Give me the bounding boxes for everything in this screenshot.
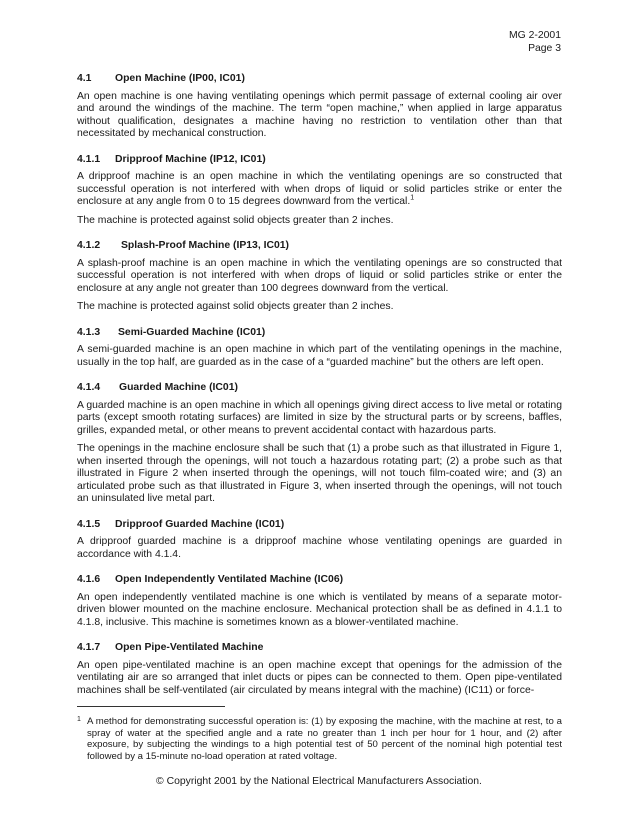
page-footer bbox=[0, 776, 638, 787]
section-title: Dripproof Guarded Machine (IC01) bbox=[115, 518, 285, 530]
paragraph bbox=[77, 171, 562, 209]
paragraph: An open independently ventilated machine is one which is ventilated by means of a separate motor-driven blower mounted on the machine enclosure. Mechanical protection shall be as defined in 4.1.1 to 4.1.8, inclusive. This machine is sometimes known as a blower-ventilated machine. bbox=[77, 591, 562, 628]
section-4-1-4 bbox=[77, 382, 562, 506]
footnote-mark: 1 bbox=[77, 716, 81, 723]
section-number: 4.1.5 bbox=[77, 518, 101, 530]
section-title: Semi-Guarded Machine (IC01) bbox=[118, 326, 266, 338]
section-heading bbox=[77, 519, 562, 532]
section-number: 4.1.2 bbox=[77, 240, 101, 251]
paragraph: The machine is protected against solid objects greater than 2 inches. bbox=[77, 214, 394, 226]
footnote bbox=[77, 714, 562, 763]
paragraph: A splash-proof machine is an open machine in which the ventilating openings are so constructed that successful operation is not interfered with when drops of liquid or solid particles strike or enter the enclosure at any angle not greater than 100 degrees downward from the vertical. bbox=[77, 257, 562, 294]
section-4-1-1 bbox=[77, 154, 562, 228]
paragraph: The machine is protected against solid objects greater than 2 inches. bbox=[77, 301, 394, 312]
section-number: 4.1.4 bbox=[77, 382, 101, 393]
paragraph-text: A dripproof machine is an open machine in which the ventilating openings are so constructed that successful operation is not interfered with when drops of liquid or solid particles strike or enter the enclosure at any angle from 0 to 15 degrees downward from the vertical. bbox=[77, 171, 562, 207]
footnote-text: A method for demonstrating successful operation is: (1) by exposing the machine, with the machine at rest, to a spray of water at the specified angle and a rate no greater than 1 inch per hour for 1 hour, and (2) after exposure, by subjecting the windings to a high potential test of 50 percent of the nominal high potential test followed by a 15-minute no-load operation at rated voltage. bbox=[87, 716, 562, 763]
section-title: Open Pipe-Ventilated Machine bbox=[115, 642, 264, 653]
section-heading bbox=[77, 73, 562, 86]
page-number: Page 3 bbox=[528, 42, 561, 54]
footnote-reference[interactable]: 1 bbox=[410, 194, 415, 202]
paragraph: A dripproof guarded machine is a dripproof machine whose ventilating openings are guarded in accordance with 4.1.4. bbox=[77, 536, 562, 560]
section-title: Open Independently Ventilated Machine (IC06) bbox=[115, 574, 344, 585]
section-title: Open Machine (IP00, IC01) bbox=[115, 73, 245, 84]
document-id: MG 2-2001 bbox=[509, 30, 561, 41]
section-title: Guarded Machine (IC01) bbox=[119, 382, 238, 393]
document-body bbox=[77, 73, 562, 710]
section-number: 4.1.1 bbox=[77, 153, 101, 165]
paragraph: An open pipe-ventilated machine is an open machine except that openings for the admission of the ventilating air are so arranged that inlet ducts or pipes can be connected to them. Open pipe-ventilated machines shall be self-ventilated (air circulated by means integral with the machine) (IC11) or force- bbox=[77, 659, 562, 696]
section-heading bbox=[77, 240, 562, 253]
section-number: 4.1 bbox=[77, 73, 92, 84]
section-heading bbox=[77, 642, 562, 655]
section-title: Splash-Proof Machine (IP13, IC01) bbox=[121, 240, 290, 251]
footnote-divider bbox=[77, 706, 225, 707]
paragraph: A guarded machine is an open machine in which all openings giving direct access to live metal or rotating parts (except smooth rotating surfaces) are limited in size by the structural parts or by screens, baffles, grilles, expanded metal, or other means to prevent accidental contact with hazardous parts. bbox=[77, 399, 562, 436]
section-4-1 bbox=[77, 73, 562, 141]
section-number: 4.1.3 bbox=[77, 326, 101, 338]
section-title: Dripproof Machine (IP12, IC01) bbox=[115, 153, 266, 165]
page-header bbox=[509, 30, 561, 55]
section-heading bbox=[77, 574, 562, 587]
section-4-1-7 bbox=[77, 642, 562, 697]
section-heading bbox=[77, 327, 562, 340]
paragraph: The openings in the machine enclosure shall be such that (1) a probe such as that illustrated in Figure 1, when inserted through the openings, will not touch a hazardous rotating part; (2) a probe such as that illustrated in Figure 2 when inserted through the openings, will not touch film-coated wire; and (3) an articulated probe such as that illustrated in Figure 3, when inserted through the openings, will not touch an uninsulated live metal part. bbox=[77, 443, 562, 504]
copyright-notice: © Copyright 2001 by the National Electrical Manufacturers Association. bbox=[156, 776, 482, 787]
section-4-1-2 bbox=[77, 240, 562, 314]
section-number: 4.1.7 bbox=[77, 642, 101, 653]
section-4-1-6 bbox=[77, 574, 562, 629]
paragraph: A semi-guarded machine is an open machine in which part of the ventilating openings in the machine, usually in the top half, are guarded as in the case of a “guarded machine” but the others are left open. bbox=[77, 344, 562, 368]
section-heading bbox=[77, 154, 562, 167]
section-heading bbox=[77, 382, 562, 395]
paragraph: An open machine is one having ventilating openings which permit passage of external cooling air over and around the windings of the machine. The term “open machine,” when applied in large apparatus without qualification, designates a machine having no restriction to ventilation other than that necessitated by mechanical construction. bbox=[77, 90, 562, 139]
section-4-1-5 bbox=[77, 519, 562, 562]
section-4-1-3 bbox=[77, 327, 562, 370]
section-number: 4.1.6 bbox=[77, 574, 101, 585]
